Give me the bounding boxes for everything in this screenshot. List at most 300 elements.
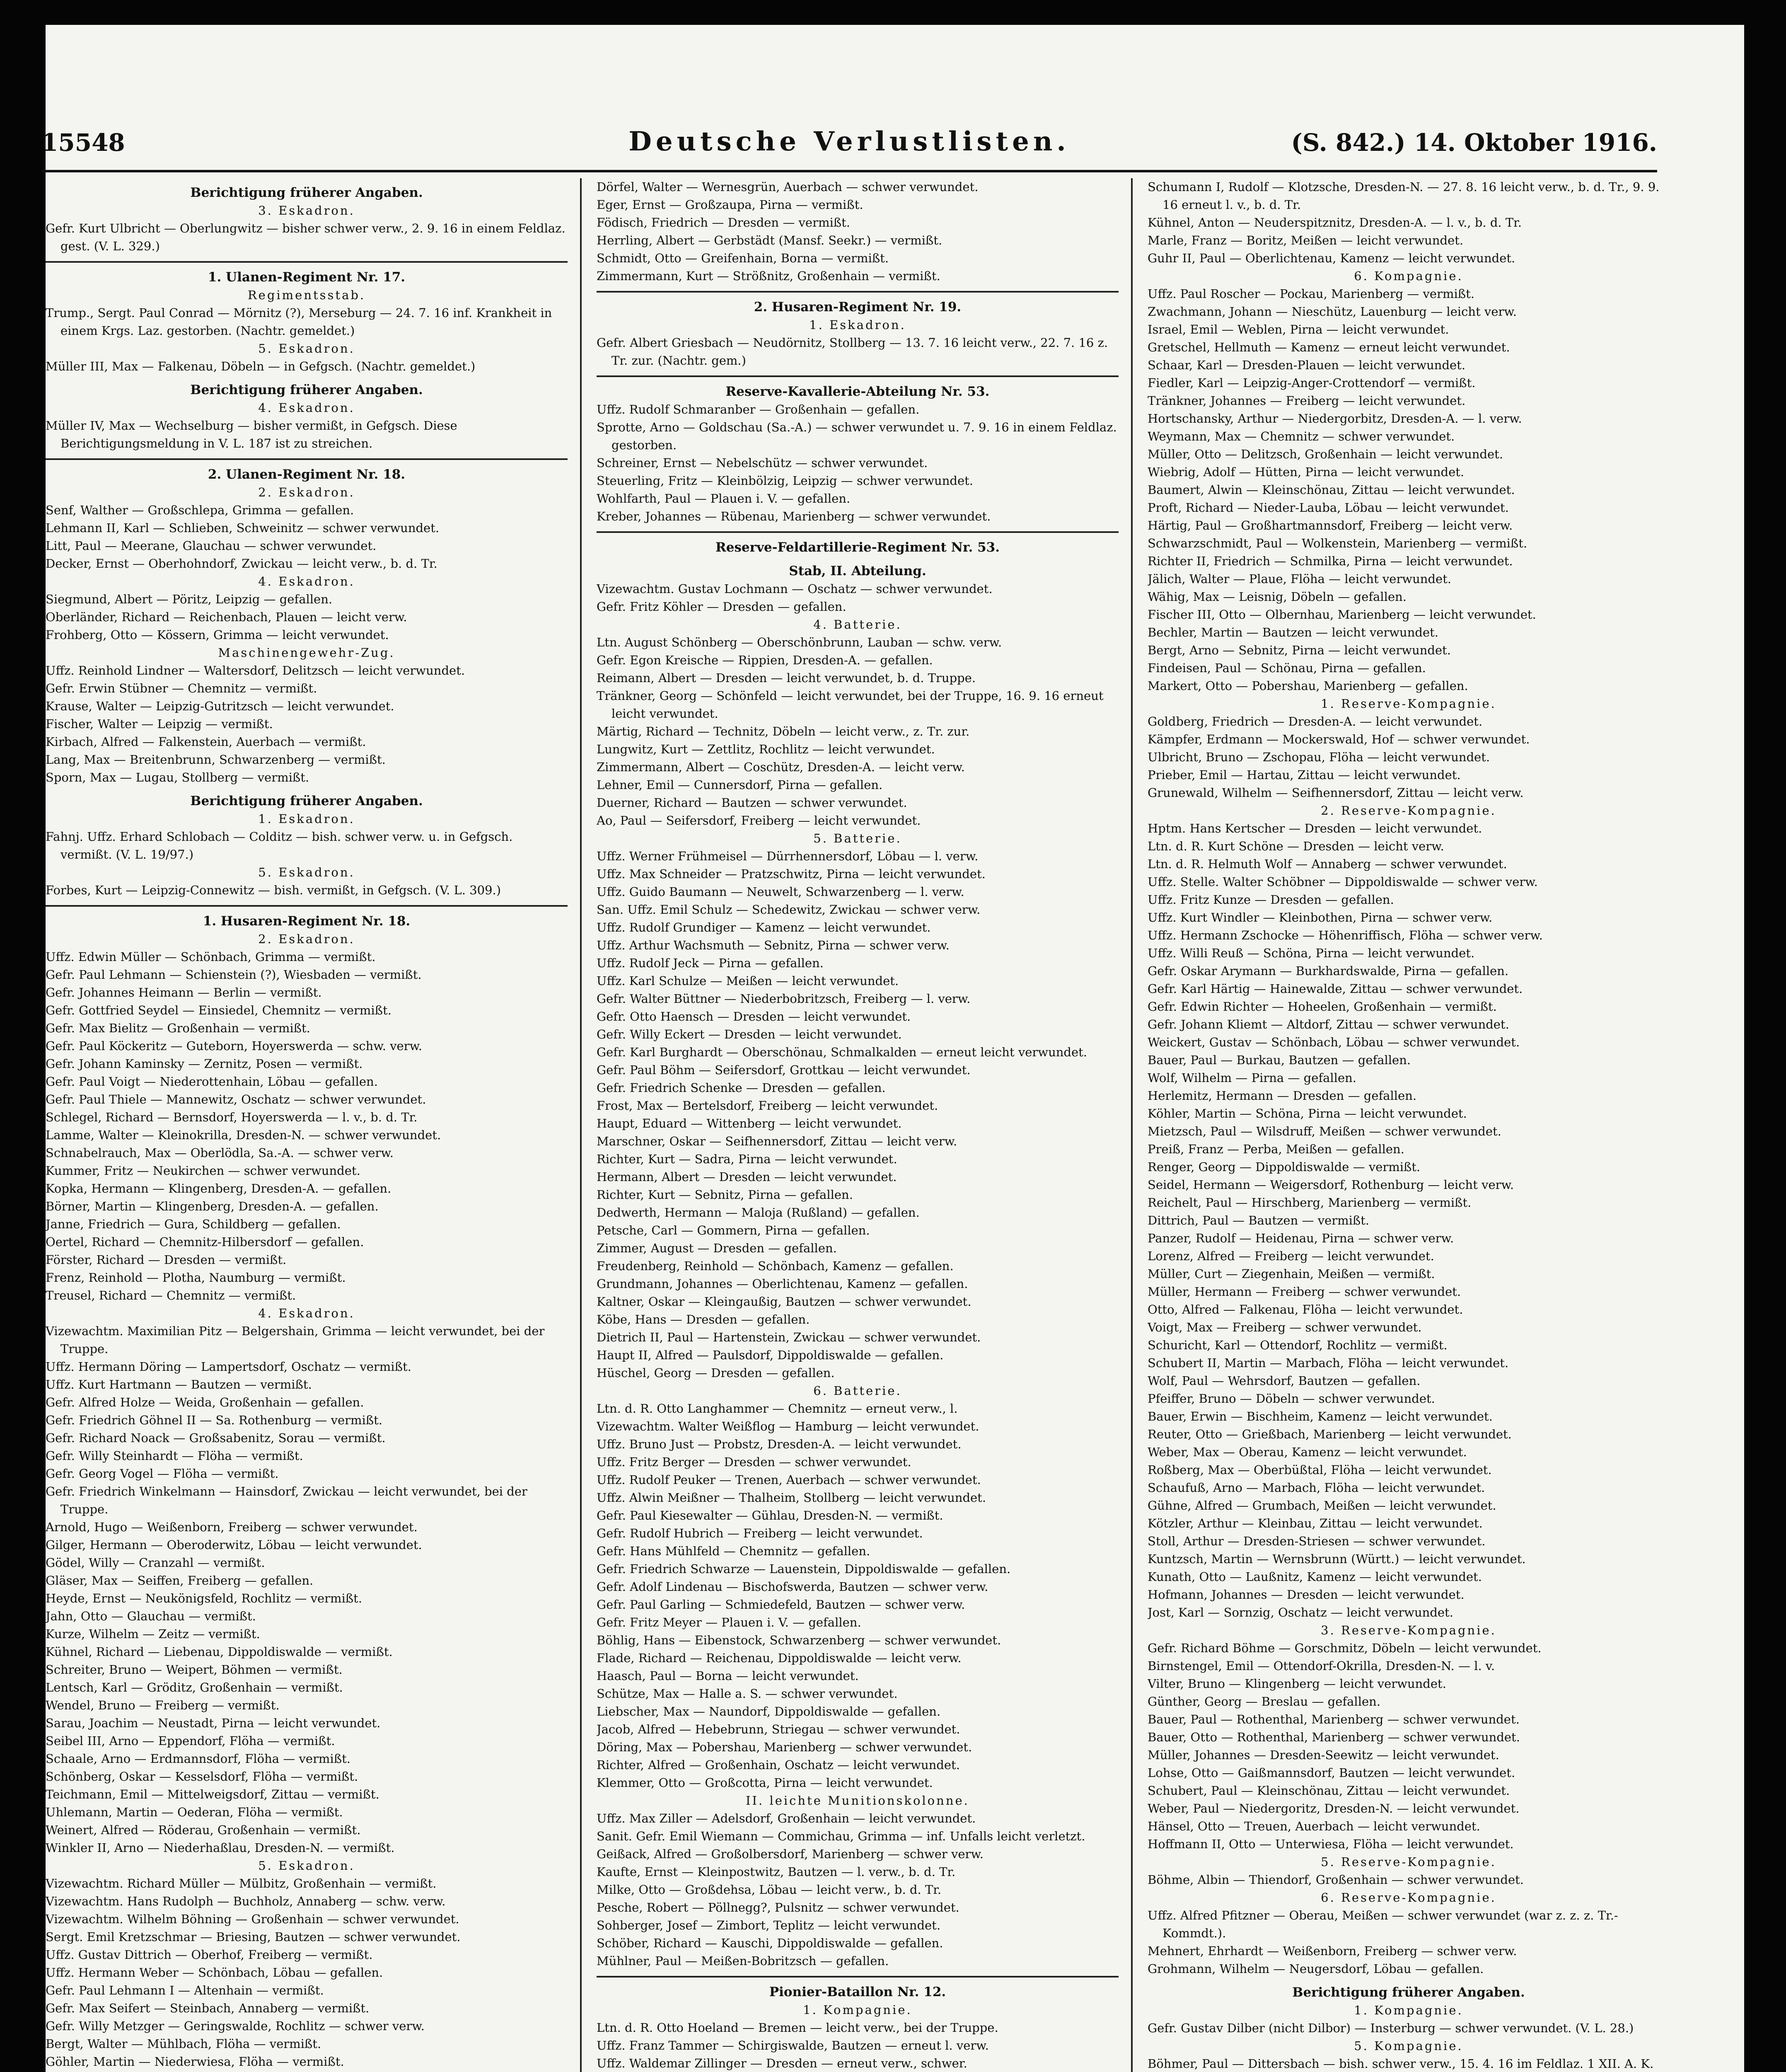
page-title: Deutsche Verlustlisten. xyxy=(628,126,1070,157)
casualty-entry: Schaufuß, Arno — Marbach, Flöha — leicht verwundet. xyxy=(1148,1481,1485,1495)
casualty-entry: Gefr. Walter Büttner — Niederbobritzsch, Freiberg — l. verw. xyxy=(597,992,971,1006)
casualty-entry: Schreiner, Ernst — Nebelschütz — schwer verwundet. xyxy=(597,456,928,470)
casualty-entry: Müller IV, Max — Wechselburg — bisher vermißt, in Gefgsch. Diese Berichtigungsmeldung in V. L. 187 ist zu streichen. xyxy=(46,419,457,450)
casualty-entry: Grunewald, Wilhelm — Seifhennersdorf, Zittau — leicht verw. xyxy=(1148,786,1524,800)
casualty-entry: Dörfel, Walter — Wernesgrün, Auerbach — schwer verwundet. xyxy=(597,180,979,194)
casualty-entry: Kämpfer, Erdmann — Mockerswald, Hof — schwer verwundet. xyxy=(1148,732,1530,746)
casualty-entry: Vizewachtm. Hans Rudolph — Buchholz, Annaberg — schw. verw. xyxy=(46,1894,446,1908)
casualty-entry: Uffz. Franz Tammer — Schirgiswalde, Bautzen — erneut l. verw. xyxy=(597,2038,989,2053)
casualty-entry: Döring, Max — Pobershau, Marienberg — schwer verwundet. xyxy=(597,1740,972,1754)
casualty-entry: Haasch, Paul — Borna — leicht verwundet. xyxy=(597,1669,859,1683)
casualty-entry: Seidel, Hermann — Weigersdorf, Rothenburg — leicht verw. xyxy=(1148,1178,1514,1192)
casualty-entry: Jost, Karl — Sornzig, Oschatz — leicht verwundet. xyxy=(1148,1605,1453,1619)
casualty-entry: Uffz. Hermann Döring — Lampertsdorf, Oschatz — vermißt. xyxy=(46,1360,411,1374)
casualty-entry: Gefr. Johann Kaminsky — Zernitz, Posen — vermißt. xyxy=(46,1057,363,1071)
casualty-entry: Wiebrig, Adolf — Hütten, Pirna — leicht verwundet. xyxy=(1148,465,1465,479)
casualty-entry: Gefr. Johannes Heimann — Berlin — vermißt. xyxy=(46,985,322,1000)
casualty-entry: Kuntzsch, Martin — Wernsbrunn (Württ.) — leicht verwundet. xyxy=(1148,1552,1526,1566)
casualty-entry: Gefr. Alfred Holze — Weida, Großenhain — gefallen. xyxy=(46,1395,364,1409)
section-rule xyxy=(46,458,568,460)
casualty-entry: Vilter, Bruno — Klingenberg — leicht verwundet. xyxy=(1148,1677,1446,1691)
casualty-entry: Kirbach, Alfred — Falkenstein, Auerbach — vermißt. xyxy=(46,735,366,749)
casualty-entry: Fiedler, Karl — Leipzig-Anger-Crottendorf — vermißt. xyxy=(1148,376,1476,390)
casualty-entry: Uffz. Alfred Pfitzner — Oberau, Meißen — schwer verwundet (war z. z. z. Tr.-Kommdt.). xyxy=(1148,1908,1618,1940)
casualty-entry: Schöber, Richard — Kauschi, Dippoldiswalde — gefallen. xyxy=(597,1936,943,1950)
casualty-entry: Wohlfarth, Paul — Plauen i. V. — gefallen. xyxy=(597,491,851,506)
casualty-entry: Gefr. Paul Köckeritz — Guteborn, Hoyerswerda — schw. verw. xyxy=(46,1039,423,1053)
casualty-entry: Schubert II, Martin — Marbach, Flöha — leicht verwundet. xyxy=(1148,1356,1509,1370)
casualty-entry: Findeisen, Paul — Schönau, Pirna — gefallen. xyxy=(1148,661,1426,675)
casualty-entry: Gefr. Fritz Köhler — Dresden — gefallen. xyxy=(597,600,846,614)
casualty-entry: Zimmermann, Albert — Coschütz, Dresden-A. — leicht verw. xyxy=(597,760,965,774)
casualty-entry: Kurze, Wilhelm — Zeitz — vermißt. xyxy=(46,1627,260,1641)
casualty-entry: Uffz. Guido Baumann — Neuwelt, Schwarzenberg — l. verw. xyxy=(597,885,964,899)
casualty-entry: Gefr. Paul Lehmann — Schienstein (?), Wiesbaden — vermißt. xyxy=(46,968,422,982)
casualty-entry: Vizewachtm. Gustav Lochmann — Oschatz — schwer verwundet. xyxy=(597,582,993,596)
casualty-entry: Bauer, Erwin — Bischheim, Kamenz — leicht verwundet. xyxy=(1148,1409,1493,1423)
casualty-entry: Pfeiffer, Bruno — Döbeln — schwer verwundet. xyxy=(1148,1392,1435,1406)
column-2 xyxy=(597,178,1119,2072)
casualty-entry: Bechler, Martin — Bautzen — leicht verwundet. xyxy=(1148,625,1439,639)
section-rule xyxy=(597,291,1119,293)
casualty-entry: Födisch, Friedrich — Dresden — vermißt. xyxy=(597,215,850,230)
casualty-entry: Gefr. Georg Vogel — Flöha — vermißt. xyxy=(46,1467,279,1481)
casualty-entry: Frost, Max — Bertelsdorf, Freiberg — leicht verwundet. xyxy=(597,1099,938,1113)
casualty-entry: Gefr. Friedrich Schenke — Dresden — gefallen. xyxy=(597,1081,886,1095)
casualty-entry: Köhler, Martin — Schöna, Pirna — leicht verwundet. xyxy=(1148,1106,1467,1121)
casualty-entry: Ao, Paul — Seifersdorf, Freiberg — leicht verwundet. xyxy=(597,813,921,828)
casualty-entry: Wähig, Max — Leisnig, Döbeln — gefallen. xyxy=(1148,590,1407,604)
casualty-entry: Vizewachtm. Walter Weißflog — Hamburg — leicht verwundet. xyxy=(597,1419,979,1433)
casualty-entry: Fischer, Walter — Leipzig — vermißt. xyxy=(46,717,273,731)
unit-subheading: 1. Reserve-Kompagnie. xyxy=(1321,697,1496,711)
section-rule xyxy=(46,261,568,263)
casualty-entry: Markert, Otto — Pobershau, Marienberg — gefallen. xyxy=(1148,679,1468,693)
casualty-entry: Lang, Max — Breitenbrunn, Schwarzenberg — vermißt. xyxy=(46,753,386,767)
casualty-entry: Kühnel, Richard — Liebenau, Dippoldiswalde — vermißt. xyxy=(46,1645,393,1659)
casualty-entry: Müller, Hermann — Freiberg — schwer verwundet. xyxy=(1148,1285,1461,1299)
casualty-entry: Petsche, Carl — Gommern, Pirna — gefallen. xyxy=(597,1223,870,1237)
casualty-entry: Gefr. Max Seifert — Steinbach, Annaberg — vermißt. xyxy=(46,2001,370,2015)
casualty-entry: Schmidt, Otto — Greifenhain, Borna — vermißt. xyxy=(597,251,889,265)
casualty-entry: Mietzsch, Paul — Wilsdruff, Meißen — schwer verwundet. xyxy=(1148,1124,1501,1138)
casualty-entry: Senf, Walther — Großschlepa, Grimma — gefallen. xyxy=(46,503,354,517)
casualty-entry: Richter, Kurt — Sebnitz, Pirna — gefallen. xyxy=(597,1188,853,1202)
casualty-entry: Gefr. Otto Haensch — Dresden — leicht verwundet. xyxy=(597,1009,911,1024)
casualty-entry: Reimann, Albert — Dresden — leicht verwundet, b. d. Truppe. xyxy=(597,671,976,685)
casualty-entry: Decker, Ernst — Oberhohndorf, Zwickau — leicht verw., b. d. Tr. xyxy=(46,557,437,571)
section-rule xyxy=(597,375,1119,377)
casualty-entry: Weymann, Max — Chemnitz — schwer verwundet. xyxy=(1148,429,1455,443)
casualty-entry: Uffz. Rudolf Schmaranber — Großenhain — gefallen. xyxy=(597,402,920,416)
casualty-entry: Reuter, Otto — Grießbach, Marienberg — leicht verwundet. xyxy=(1148,1427,1512,1441)
casualty-entry: Herrling, Albert — Gerbstädt (Mansf. Seekr.) — vermißt. xyxy=(597,233,943,247)
unit-subheading: 2. Eskadron. xyxy=(258,485,355,499)
casualty-entry: Gefr. Oskar Arymann — Burkhardswalde, Pirna — gefallen. xyxy=(1148,964,1509,978)
unit-subheading: 4. Batterie. xyxy=(813,617,902,632)
section-heading: Berichtigung früherer Angaben. xyxy=(190,794,423,808)
casualty-entry: Bergt, Arno — Sebnitz, Pirna — leicht verwundet. xyxy=(1148,643,1451,657)
casualty-entry: Bergt, Walter — Mühlbach, Flöha — vermißt. xyxy=(46,2037,321,2051)
unit-subheading: 4. Eskadron. xyxy=(258,574,355,588)
casualty-entry: Schuricht, Karl — Ottendorf, Rochlitz — vermißt. xyxy=(1148,1338,1448,1352)
casualty-entry: Prieber, Emil — Hartau, Zittau — leicht verwundet. xyxy=(1148,768,1461,782)
casualty-entry: Trump., Sergt. Paul Conrad — Mörnitz (?), Merseburg — 24. 7. 16 inf. Krankheit in einem Krgs. Laz. gestorben. (Nachtr. gemeldet.) xyxy=(46,306,552,338)
casualty-entry: Gefr. Friedrich Göhnel II — Sa. Rothenburg — vermißt. xyxy=(46,1413,383,1427)
casualty-entry: Richter, Alfred — Großenhain, Oschatz — leicht verwundet. xyxy=(597,1758,960,1772)
casualty-entry: Uffz. Willi Reuß — Schöna, Pirna — leicht verwundet. xyxy=(1148,946,1475,960)
casualty-entry: Böhlig, Hans — Eibenstock, Schwarzenberg — schwer verwundet. xyxy=(597,1633,1001,1647)
casualty-entry: Gefr. Paul Kiesewalter — Gühlau, Dresden-N. — vermißt. xyxy=(597,1508,943,1523)
casualty-entry: Milke, Otto — Großdehsa, Löbau — leicht verw., b. d. Tr. xyxy=(597,1883,942,1897)
casualty-entry: Weinert, Alfred — Röderau, Großenhain — vermißt. xyxy=(46,1823,361,1837)
unit-subheading: 6. Kompagnie. xyxy=(1354,269,1463,283)
casualty-entry: Baumert, Alwin — Kleinschönau, Zittau — leicht verwundet. xyxy=(1148,483,1515,497)
casualty-entry: Otto, Alfred — Falkenau, Flöha — leicht verwundet. xyxy=(1148,1302,1463,1317)
casualty-entry: Wolf, Paul — Wehrsdorf, Bautzen — gefallen. xyxy=(1148,1374,1421,1388)
casualty-entry: Bauer, Paul — Burkau, Bautzen — gefallen. xyxy=(1148,1053,1411,1067)
casualty-entry: Sohberger, Josef — Zimbort, Teplitz — leicht verwundet. xyxy=(597,1918,941,1932)
casualty-entry: Lentsch, Karl — Gröditz, Großenhain — vermißt. xyxy=(46,1680,343,1694)
casualty-entry: Uffz. Waldemar Zillinger — Dresden — erneut verw., schwer. xyxy=(597,2056,967,2070)
casualty-entry: Ulbricht, Bruno — Zschopau, Flöha — leicht verwundet. xyxy=(1148,750,1490,764)
casualty-entry: Gefr. Rudolf Hubrich — Freiberg — leicht verwundet. xyxy=(597,1526,923,1540)
section-heading: Berichtigung früherer Angaben. xyxy=(190,382,423,397)
unit-subheading: 5. Eskadron. xyxy=(258,341,355,356)
casualty-entry: Schreiter, Bruno — Weipert, Böhmen — vermißt. xyxy=(46,1663,343,1677)
casualty-entry: Gefr. Paul Thiele — Mannewitz, Oschatz — schwer verwundet. xyxy=(46,1092,426,1106)
unit-subheading: 5. Eskadron. xyxy=(258,865,355,879)
casualty-entry: Kopka, Hermann — Klingenberg, Dresden-A. — gefallen. xyxy=(46,1181,392,1196)
casualty-entry: Teichmann, Emil — Mittelweigsdorf, Zittau — vermißt. xyxy=(46,1787,379,1801)
casualty-entry: Gefr. Gottfried Seydel — Einsiedel, Chemnitz — vermißt. xyxy=(46,1003,392,1017)
casualty-entry: Oertel, Richard — Chemnitz-Hilbersdorf — gefallen. xyxy=(46,1235,364,1249)
casualty-entry: Hortschansky, Arthur — Niedergorbitz, Dresden-A. — l. verw. xyxy=(1148,411,1522,426)
casualty-entry: Ltn. d. R. Otto Langhammer — Chemnitz — erneut verw., l. xyxy=(597,1402,958,1416)
casualty-entry: Gefr. Willy Steinhardt — Flöha — vermißt. xyxy=(46,1449,303,1463)
casualty-entry: Forbes, Kurt — Leipzig-Connewitz — bish. vermißt, in Gefgsch. (V. L. 309.) xyxy=(46,883,501,897)
casualty-entry: Müller, Otto — Delitzsch, Großenhain — leicht verwundet. xyxy=(1148,447,1503,461)
casualty-entry: Preiß, Franz — Perba, Meißen — gefallen. xyxy=(1148,1142,1404,1156)
casualty-entry: Kunath, Otto — Laußnitz, Kamenz — leicht verwundet. xyxy=(1148,1570,1482,1584)
casualty-entry: Gläser, Max — Seiffen, Freiberg — gefallen. xyxy=(46,1573,314,1588)
unit-subheading: Maschinengewehr-Zug. xyxy=(218,646,395,660)
casualty-entry: Hüschel, Georg — Dresden — gefallen. xyxy=(597,1366,835,1380)
casualty-entry: Fahnj. Uffz. Erhard Schlobach — Colditz — bish. schwer verw. u. in Gefgsch. vermißt. (V. L. 19/97.) xyxy=(46,830,513,862)
casualty-entry: Renger, Georg — Dippoldiswalde — vermißt. xyxy=(1148,1160,1421,1174)
casualty-entry: Weber, Max — Oberau, Kamenz — leicht verwundet. xyxy=(1148,1445,1467,1459)
column-3 xyxy=(1148,178,1670,2072)
casualty-entry: Grundmann, Johannes — Oberlichtenau, Kamenz — gefallen. xyxy=(597,1277,968,1291)
casualty-entry: Gefr. Erwin Stübner — Chemnitz — vermißt. xyxy=(46,681,317,695)
unit-subheading: 3. Reserve-Kompagnie. xyxy=(1321,1623,1496,1637)
casualty-entry: Grohmann, Wilhelm — Neugersdorf, Löbau — gefallen. xyxy=(1148,1962,1484,1976)
unit-subheading: 1. Eskadron. xyxy=(258,812,355,826)
casualty-entry: Müller III, Max — Falkenau, Döbeln — in Gefgsch. (Nachtr. gemeldet.) xyxy=(46,359,476,373)
casualty-entry: Gefr. Fritz Meyer — Plauen i. V. — gefallen. xyxy=(597,1615,861,1629)
unit-subheading: 1. Kompagnie. xyxy=(803,2003,912,2017)
unit-subheading: 6. Batterie. xyxy=(813,1384,902,1398)
page-header xyxy=(41,124,1657,162)
casualty-entry: Schaale, Arno — Erdmannsdorf, Flöha — vermißt. xyxy=(46,1752,350,1766)
casualty-entry: Vizewachtm. Richard Müller — Mülbitz, Großenhain — vermißt. xyxy=(46,1876,437,1890)
unit-subheading: 4. Eskadron. xyxy=(258,1306,355,1320)
casualty-entry: Gefr. Paul Garling — Schmiedefeld, Bautzen — schwer verw. xyxy=(597,1598,965,1612)
casualty-entry: Gefr. Gustav Dilber (nicht Dilbor) — Insterburg — schwer verwundet. (V. L. 28.) xyxy=(1148,2021,1634,2035)
unit-subheading: 1. Eskadron. xyxy=(809,318,906,332)
casualty-entry: Uffz. Reinhold Lindner — Waltersdorf, Delitzsch — leicht verwundet. xyxy=(46,663,465,678)
casualty-entry: Stoll, Arthur — Dresden-Striesen — schwer verwundet. xyxy=(1148,1534,1486,1548)
casualty-entry: Schönberg, Oskar — Kesselsdorf, Flöha — vermißt. xyxy=(46,1769,358,1784)
casualty-entry: Sporn, Max — Lugau, Stollberg — vermißt. xyxy=(46,770,309,784)
casualty-entry: Ltn. d. R. Otto Hoeland — Bremen — leicht verw., bei der Truppe. xyxy=(597,2021,998,2035)
casualty-entry: Jacob, Alfred — Hebebrunn, Striegau — schwer verwundet. xyxy=(597,1722,960,1736)
section-heading: 1. Ulanen-Regiment Nr. 17. xyxy=(208,270,406,285)
casualty-entry: Uffz. Karl Schulze — Meißen — leicht verwundet. xyxy=(597,974,899,988)
casualty-entry: Schubert, Paul — Kleinschönau, Zittau — leicht verwundet. xyxy=(1148,1784,1510,1798)
casualty-entry: Märtig, Richard — Technitz, Döbeln — leicht verw., z. Tr. zur. xyxy=(597,724,970,738)
casualty-entry: Sergt. Emil Kretzschmar — Briesing, Bautzen — schwer verwundet. xyxy=(46,1930,461,1944)
unit-subheading: Regimentsstab. xyxy=(247,288,366,302)
casualty-entry: Steuerling, Fritz — Kleinbölzig, Leipzig — schwer verwundet. xyxy=(597,474,974,488)
casualty-entry: Köbe, Hans — Dresden — gefallen. xyxy=(597,1312,810,1326)
casualty-entry: Eger, Ernst — Großzaupa, Pirna — vermißt. xyxy=(597,198,863,212)
unit-subheading: 2. Eskadron. xyxy=(258,932,355,946)
casualty-entry: Schaar, Karl — Dresden-Plauen — leicht verwundet. xyxy=(1148,358,1466,372)
casualty-entry: Gefr. Richard Noack — Großsabenitz, Sorau — vermißt. xyxy=(46,1431,386,1445)
section-rule xyxy=(597,1976,1119,1978)
casualty-entry: Litt, Paul — Meerane, Glauchau — schwer verwundet. xyxy=(46,539,377,553)
casualty-entry: Uffz. Edwin Müller — Schönbach, Grimma — vermißt. xyxy=(46,950,376,964)
casualty-entry: Bauer, Paul — Rothenthal, Marienberg — schwer verwundet. xyxy=(1148,1712,1520,1726)
casualty-entry: Schumann I, Rudolf — Klotzsche, Dresden-N. — 27. 8. 16 leicht verw., b. d. Tr., 9. 9. 16 erneut l. v., b. d. Tr. xyxy=(1148,180,1660,212)
casualty-entry: Uffz. Hermann Zschocke — Höhenriffisch, Flöha — schwer verw. xyxy=(1148,928,1543,942)
casualty-entry: Israel, Emil — Weblen, Pirna — leicht verwundet. xyxy=(1148,322,1449,336)
casualty-entry: Haupt, Eduard — Wittenberg — leicht verwundet. xyxy=(597,1116,902,1130)
casualty-entry: Panzer, Rudolf — Heidenau, Pirna — schwer verw. xyxy=(1148,1231,1454,1245)
unit-subheading: 5. Reserve-Kompagnie. xyxy=(1321,1855,1496,1869)
casualty-entry: Zimmer, August — Dresden — gefallen. xyxy=(597,1241,837,1255)
casualty-entry: Lungwitz, Kurt — Zettlitz, Rochlitz — leicht verwundet. xyxy=(597,742,935,756)
casualty-entry: Gefr. Edwin Richter — Hoheelen, Großenhain — vermißt. xyxy=(1148,1000,1497,1014)
casualty-entry: Uffz. Bruno Just — Probstz, Dresden-A. — leicht verwundet. xyxy=(597,1437,962,1451)
casualty-entry: Lorenz, Alfred — Freiberg — leicht verwundet. xyxy=(1148,1249,1434,1263)
casualty-entry: Günther, Georg — Breslau — gefallen. xyxy=(1148,1694,1381,1709)
casualty-entry: Uffz. Werner Frühmeisel — Dürrhennersdorf, Löbau — l. verw. xyxy=(597,849,979,863)
unit-subheading: 5. Eskadron. xyxy=(258,1859,355,1873)
section-heading: 2. Ulanen-Regiment Nr. 18. xyxy=(208,467,406,482)
page-number: 15548 xyxy=(41,128,125,157)
casualty-entry: Hofmann, Johannes — Dresden — leicht verwundet. xyxy=(1148,1588,1465,1602)
casualty-entry: Richter II, Friedrich — Schmilka, Pirna — leicht verwundet. xyxy=(1148,554,1513,568)
casualty-entry: Winkler II, Arno — Niederhaßlau, Dresden-N. — vermißt. xyxy=(46,1841,395,1855)
casualty-entry: Gretschel, Hellmuth — Kamenz — erneut leicht verwundet. xyxy=(1148,340,1510,354)
casualty-entry: Gefr. Albert Griesbach — Neudörnitz, Stollberg — 13. 7. 16 leicht verw., 22. 7. 16 z. Tr. zur. (Nachtr. gem.) xyxy=(597,336,1108,368)
casualty-entry: Uffz. Gustav Dittrich — Oberhof, Freiberg — vermißt. xyxy=(46,1948,373,1962)
casualty-entry: Lehner, Emil — Cunnersdorf, Pirna — gefallen. xyxy=(597,778,883,792)
casualty-entry: Uffz. Stelle. Walter Schöbner — Dippoldiswalde — schwer verw. xyxy=(1148,875,1538,889)
casualty-entry: Kreber, Johannes — Rübenau, Marienberg — schwer verwundet. xyxy=(597,509,991,523)
casualty-entry: Börner, Martin — Klingenberg, Dresden-A. — gefallen. xyxy=(46,1199,379,1213)
casualty-entry: Härtig, Paul — Großhartmannsdorf, Freiberg — leicht verw. xyxy=(1148,518,1513,533)
casualty-entry: Marschner, Oskar — Seifhennersdorf, Zittau — leicht verw. xyxy=(597,1134,957,1148)
casualty-entry: Gefr. Hans Mühlfeld — Chemnitz — gefallen. xyxy=(597,1544,870,1558)
casualty-entry: Uffz. Rudolf Grundiger — Kamenz — leicht verwundet. xyxy=(597,920,931,934)
section-heading: 1. Husaren-Regiment Nr. 18. xyxy=(203,914,411,929)
casualty-entry: Uffz. Paul Roscher — Pockau, Marienberg — vermißt. xyxy=(1148,287,1474,301)
casualty-entry: Bauer, Otto — Rothenthal, Marienberg — schwer verwundet. xyxy=(1148,1730,1520,1744)
column-divider xyxy=(580,178,582,2072)
casualty-entry: Gefr. Adolf Lindenau — Bischofswerda, Bautzen — schwer verw. xyxy=(597,1580,988,1594)
casualty-entry: Uffz. Fritz Berger — Dresden — schwer verwundet. xyxy=(597,1455,911,1469)
casualty-entry: Liebscher, Max — Naundorf, Dippoldiswalde — gefallen. xyxy=(597,1704,941,1719)
casualty-entry: Mehnert, Ehrhardt — Weißenborn, Freiberg — schwer verw. xyxy=(1148,1944,1517,1958)
issue-date: 14. Oktober 1916. xyxy=(1414,128,1657,157)
casualty-entry: Pesche, Robert — Pöllnegg?, Pulsnitz — schwer verwundet. xyxy=(597,1900,959,1915)
casualty-entry: Jahn, Otto — Glauchau — vermißt. xyxy=(46,1609,256,1623)
casualty-entry: Dedwerth, Hermann — Maloja (Rußland) — gefallen. xyxy=(597,1205,920,1220)
casualty-entry: Uffz. Kurt Hartmann — Bautzen — vermißt. xyxy=(46,1377,312,1392)
casualty-entry: Janne, Friedrich — Gura, Schildberg — gefallen. xyxy=(46,1217,341,1231)
casualty-entry: Sanit. Gefr. Emil Wiemann — Commichau, Grimma — inf. Unfalls leicht verletzt. xyxy=(597,1829,1085,1843)
casualty-entry: Gefr. Richard Böhme — Gorschmitz, Döbeln — leicht verwundet. xyxy=(1148,1641,1542,1655)
casualty-entry: Herlemitz, Hermann — Dresden — gefallen. xyxy=(1148,1089,1417,1103)
casualty-entry: Schnabelrauch, Max — Oberlödla, Sa.-A. — schwer verw. xyxy=(46,1146,394,1160)
casualty-entry: Proft, Richard — Nieder-Lauba, Löbau — leicht verwundet. xyxy=(1148,501,1509,515)
casualty-entry: Gödel, Willy — Cranzahl — vermißt. xyxy=(46,1556,265,1570)
casualty-entry: Richter, Kurt — Sadra, Pirna — leicht verwundet. xyxy=(597,1152,897,1166)
casualty-entry: Ltn. August Schönberg — Oberschönbrunn, Lauban — schw. verw. xyxy=(597,635,1002,649)
casualty-entry: Göhler, Martin — Niederwiesa, Flöha — vermißt. xyxy=(46,2055,344,2069)
unit-subheading: 4. Eskadron. xyxy=(258,401,355,415)
casualty-entry: Geißack, Alfred — Großolbersdorf, Marienberg — schwer verw. xyxy=(597,1847,984,1861)
section-heading: Berichtigung früherer Angaben. xyxy=(190,185,423,200)
casualty-entry: Dietrich II, Paul — Hartenstein, Zwickau — schwer verwundet. xyxy=(597,1330,981,1344)
casualty-entry: Arnold, Hugo — Weißenborn, Freiberg — schwer verwundet. xyxy=(46,1520,418,1534)
casualty-entry: Uffz. Alwin Meißner — Thalheim, Stollberg — leicht verwundet. xyxy=(597,1491,986,1505)
casualty-entry: Uffz. Arthur Wachsmuth — Sebnitz, Pirna — schwer verw. xyxy=(597,938,950,952)
casualty-entry: Haupt II, Alfred — Paulsdorf, Dippoldiswalde — gefallen. xyxy=(597,1348,944,1362)
casualty-entry: Schütze, Max — Halle a. S. — schwer verwundet. xyxy=(597,1687,898,1701)
casualty-entry: Zwachmann, Johann — Nieschütz, Lauenburg — leicht verw. xyxy=(1148,305,1517,319)
unit-subheading: 5. Batterie. xyxy=(813,831,902,845)
casualty-entry: Tränkner, Johannes — Freiberg — leicht verwundet. xyxy=(1148,394,1466,408)
casualty-entry: Ltn. d. R. Kurt Schöne — Dresden — leicht verw. xyxy=(1148,839,1444,853)
casualty-entry: Lamme, Walter — Kleinokrilla, Dresden-N. — schwer verwundet. xyxy=(46,1128,441,1142)
casualty-entry: Kaufte, Ernst — Kleinpostwitz, Bautzen — l. verw., b. d. Tr. xyxy=(597,1865,956,1879)
casualty-entry: Gilger, Hermann — Oberoderwitz, Löbau — leicht verwundet. xyxy=(46,1538,422,1552)
casualty-entry: Uffz. Max Ziller — Adelsdorf, Großenhain — leicht verwundet. xyxy=(597,1811,976,1825)
casualty-entry: Siegmund, Albert — Pöritz, Leipzig — gefallen. xyxy=(46,592,333,606)
casualty-entry: Gefr. Willy Metzger — Geringswalde, Rochlitz — schwer verw. xyxy=(46,2019,425,2033)
casualty-entry: Uffz. Kurt Windler — Kleinbothen, Pirna — schwer verw. xyxy=(1148,910,1493,925)
casualty-entry: Gefr. Karl Burghardt — Oberschönau, Schmalkalden — erneut leicht verwundet. xyxy=(597,1045,1088,1059)
casualty-entry: Gefr. Max Bielitz — Großenhain — vermißt. xyxy=(46,1021,310,1035)
casualty-entry: Heyde, Ernst — Neukönigsfeld, Rochlitz — vermißt. xyxy=(46,1591,363,1605)
section-heading: 2. Husaren-Regiment Nr. 19. xyxy=(754,300,962,315)
casualty-entry: Dittrich, Paul — Bautzen — vermißt. xyxy=(1148,1213,1370,1227)
casualty-entry: Gefr. Johann Kliemt — Altdorf, Zittau — schwer verwundet. xyxy=(1148,1017,1509,1031)
casualty-entry: Müller, Johannes — Dresden-Seewitz — leicht verwundet. xyxy=(1148,1748,1499,1762)
casualty-entry: Gefr. Willy Eckert — Dresden — leicht verwundet. xyxy=(597,1027,902,1041)
casualty-entry: Gefr. Paul Böhm — Seifersdorf, Grottkau — leicht verwundet. xyxy=(597,1063,971,1077)
casualty-entry: Böhmer, Paul — Dittersbach — bish. schwer verw., 15. 4. 16 im Feldlaz. 1 XII. A. K. xyxy=(1148,2057,1654,2071)
casualty-entry: Schwarzschmidt, Paul — Wolkenstein, Marienberg — vermißt. xyxy=(1148,536,1527,550)
casualty-entry: Müller, Curt — Ziegenhain, Meißen — vermißt. xyxy=(1148,1267,1435,1281)
casualty-entry: Uffz. Max Schneider — Pratzschwitz, Pirna — leicht verwundet. xyxy=(597,867,986,881)
casualty-entry: Fischer III, Otto — Olbernhau, Marienberg — leicht verwundet. xyxy=(1148,608,1536,622)
casualty-entry: Kühnel, Anton — Neuderspitznitz, Dresden-A. — l. v., b. d. Tr. xyxy=(1148,215,1522,230)
casualty-entry: San. Uffz. Emil Schulz — Schedewitz, Zwickau — schwer verw. xyxy=(597,903,981,917)
section-heading: Reserve-Kavallerie-Abteilung Nr. 53. xyxy=(725,384,990,399)
casualty-entry: Voigt, Max — Freiberg — schwer verwundet. xyxy=(1148,1320,1422,1334)
casualty-entry: Frenz, Reinhold — Plotha, Naumburg — vermißt. xyxy=(46,1271,346,1285)
casualty-entry: Roßberg, Max — Oberbüßtal, Flöha — leicht verwundet. xyxy=(1148,1463,1492,1477)
section-heading: Pionier-Bataillon Nr. 12. xyxy=(769,1985,946,1999)
unit-subheading: 5. Kompagnie. xyxy=(1354,2039,1463,2053)
casualty-entry: Vizewachtm. Wilhelm Böhning — Großenhain — schwer verwundet. xyxy=(46,1912,459,1926)
casualty-entry: Flade, Richard — Reichenau, Dippoldiswalde — leicht verw. xyxy=(597,1651,962,1665)
casualty-entry: Weber, Paul — Niedergoritz, Dresden-N. — leicht verwundet. xyxy=(1148,1801,1520,1815)
section-rule xyxy=(46,905,568,907)
casualty-entry: Uffz. Fritz Kunze — Dresden — gefallen. xyxy=(1148,893,1394,907)
casualty-entry: Kötzler, Arthur — Kleinbau, Zittau — leicht verwundet. xyxy=(1148,1516,1483,1530)
casualty-entry: Wendel, Bruno — Freiberg — vermißt. xyxy=(46,1698,280,1712)
unit-subheading: 2. Reserve-Kompagnie. xyxy=(1321,804,1496,818)
casualty-entry: Schlegel, Richard — Bernsdorf, Hoyerswerda — l. v., b. d. Tr. xyxy=(46,1110,418,1124)
casualty-entry: Klemmer, Otto — Großcotta, Pirna — leicht verwundet. xyxy=(597,1776,933,1790)
casualty-entry: Kummer, Fritz — Neukirchen — schwer verwundet. xyxy=(46,1164,360,1178)
casualty-entry: Gefr. Kurt Ulbricht — Oberlungwitz — bisher schwer verw., 2. 9. 16 in einem Feldlaz. gest. (V. L. 329.) xyxy=(46,221,566,253)
casualty-entry: Hoffmann II, Otto — Unterwiesa, Flöha — leicht verwundet. xyxy=(1148,1837,1514,1851)
casualty-entry: Reichelt, Paul — Hirschberg, Marienberg — vermißt. xyxy=(1148,1196,1472,1210)
section-heading: Reserve-Feldartillerie-Regiment Nr. 53. xyxy=(715,540,1000,555)
casualty-entry: Marle, Franz — Boritz, Meißen — leicht verwundet. xyxy=(1148,233,1464,247)
casualty-entry: Gühne, Alfred — Grumbach, Meißen — leicht verwundet. xyxy=(1148,1498,1496,1513)
casualty-entry: Ltn. d. R. Helmuth Wolf — Annaberg — schwer verwundet. xyxy=(1148,857,1507,871)
casualty-entry: Mühlner, Paul — Meißen-Bobritzsch — gefallen. xyxy=(597,1954,889,1968)
unit-subheading: 3. Eskadron. xyxy=(258,203,355,218)
casualty-entry: Lehmann II, Karl — Schlieben, Schweinitz — schwer verwundet. xyxy=(46,521,440,535)
unit-subheading: 1. Kompagnie. xyxy=(1354,2003,1463,2017)
casualty-entry: Guhr II, Paul — Oberlichtenau, Kamenz — leicht verwundet. xyxy=(1148,251,1515,265)
casualty-entry: Jälich, Walter — Plaue, Flöha — leicht verwundet. xyxy=(1148,572,1452,586)
casualty-entry: Wolf, Wilhelm — Pirna — gefallen. xyxy=(1148,1071,1357,1085)
sheet-number: (S. 842.) xyxy=(1291,128,1406,157)
casualty-entry: Förster, Richard — Dresden — vermißt. xyxy=(46,1253,287,1267)
casualty-entry: Oberländer, Richard — Reichenbach, Plauen — leicht verw. xyxy=(46,610,407,624)
casualty-entry: Gefr. Friedrich Schwarze — Lauenstein, Dippoldiswalde — gefallen. xyxy=(597,1562,1011,1576)
casualty-entry: Vizewachtm. Maximilian Pitz — Belgershain, Grimma — leicht verwundet, bei der Truppe. xyxy=(46,1324,545,1356)
casualty-entry: Treusel, Richard — Chemnitz — vermißt. xyxy=(46,1288,296,1302)
section-rule xyxy=(597,531,1119,533)
unit-subheading: II. leichte Munitionskolonne. xyxy=(746,1794,969,1808)
unit-subheading: 6. Reserve-Kompagnie. xyxy=(1321,1890,1496,1905)
casualty-entry: Birnstengel, Emil — Ottendorf-Okrilla, Dresden-N. — l. v. xyxy=(1148,1659,1495,1673)
casualty-entry: Gefr. Karl Härtig — Hainewalde, Zittau — schwer verwundet. xyxy=(1148,982,1523,996)
casualty-entry: Sarau, Joachim — Neustadt, Pirna — leicht verwundet. xyxy=(46,1716,381,1730)
casualty-entry: Uhlemann, Martin — Oederan, Flöha — vermißt. xyxy=(46,1805,343,1819)
casualty-entry: Zimmermann, Kurt — Strößnitz, Großenhain — vermißt. xyxy=(597,269,940,283)
header-rule xyxy=(41,170,1657,172)
casualty-entry: Frohberg, Otto — Kössern, Grimma — leicht verwundet. xyxy=(46,628,389,642)
casualty-entry: Hermann, Albert — Dresden — leicht verwundet. xyxy=(597,1170,897,1184)
column-1 xyxy=(46,178,568,2072)
casualty-entry: Kaltner, Oskar — Kleingaußig, Bautzen — schwer verwundet. xyxy=(597,1295,972,1309)
casualty-entry: Seibel III, Arno — Eppendorf, Flöha — vermißt. xyxy=(46,1734,335,1748)
casualty-entry: Gefr. Paul Voigt — Niederottenhain, Löbau — gefallen. xyxy=(46,1075,378,1089)
section-heading: Stab, II. Abteilung. xyxy=(789,564,926,579)
